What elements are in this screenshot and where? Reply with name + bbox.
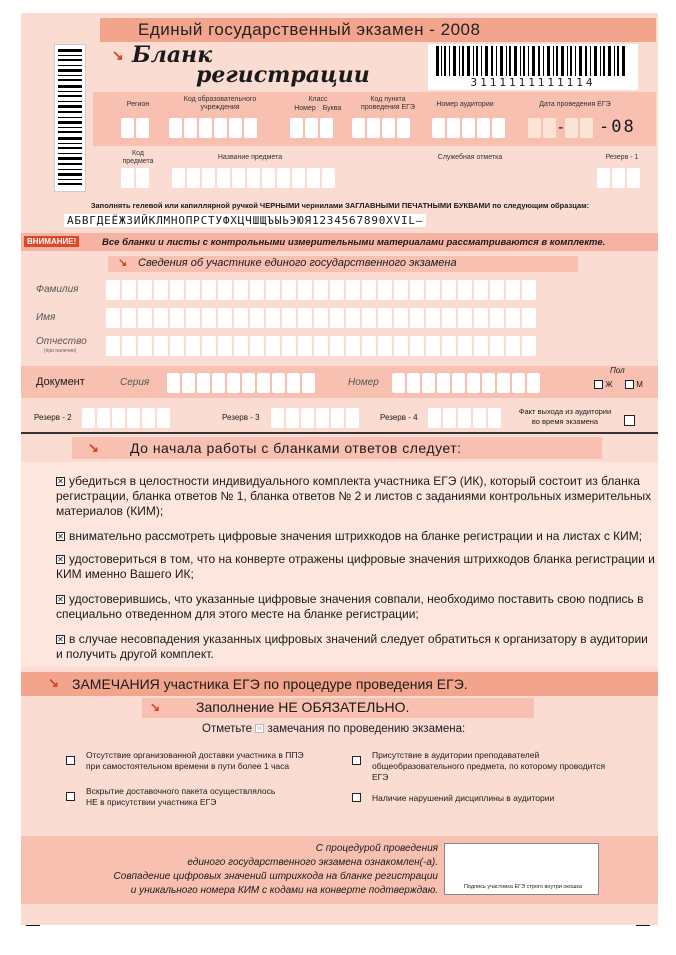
name-cells[interactable] (106, 308, 536, 328)
vertical-barcode (54, 44, 86, 192)
input-cell[interactable] (443, 408, 456, 428)
surname-cells[interactable] (106, 280, 536, 300)
input-cell[interactable] (186, 280, 200, 300)
edu-code-label: Код образовательного учреждения (183, 96, 257, 111)
input-cell[interactable] (234, 336, 248, 356)
input-cell[interactable] (490, 280, 504, 300)
reserve-1-cells[interactable] (597, 168, 640, 188)
male-checkbox[interactable] (625, 380, 634, 389)
input-cell[interactable] (302, 373, 315, 393)
input-cell[interactable] (282, 336, 296, 356)
form-name-line-2: регистрации (196, 62, 370, 88)
before-start-item-5: ✕ в случае несовпадения указанных цифровых значений следует обратиться к организатору в аудитории и получить другой комплект. (56, 632, 648, 661)
input-cell[interactable] (250, 336, 264, 356)
acknowledge-text: С процедурой проведения единого государственного экзамена ознакомлен(-а). Совпадение цифровых значений штрихкода на бланке регистрации и уникального номера КИМ с кодами на конверте подтверждаю. (113, 843, 438, 896)
input-cell[interactable] (506, 308, 520, 328)
input-cell[interactable] (410, 280, 424, 300)
input-cell[interactable] (378, 308, 392, 328)
arrow-icon: ↘ (112, 47, 124, 63)
patronymic-note: (при наличии) (44, 348, 77, 354)
exit-fact-checkbox[interactable] (624, 412, 635, 430)
input-cell[interactable] (186, 336, 200, 356)
checked-box-icon: ✕ (57, 532, 64, 542)
checked-box-icon: ✕ (57, 477, 64, 487)
input-cell[interactable] (442, 336, 456, 356)
input-cell[interactable] (218, 336, 232, 356)
input-cell[interactable] (106, 280, 120, 300)
input-cell[interactable] (458, 280, 472, 300)
reserve-3-cells[interactable] (271, 408, 359, 428)
reserve-3-label: Резерв - 3 (222, 413, 260, 422)
form-name-line-1: Бланк (132, 42, 213, 68)
sex-male[interactable]: М (625, 380, 643, 389)
region-label: Регион (126, 101, 150, 108)
fill-rule-text: Заполнять гелевой или капиллярной ручкой ЧЕРНЫМИ чернилами ЗАГЛАВНЫМИ ПЕЧАТНЫМИ БУКВАМИ по следующим образцам: (90, 201, 590, 210)
arrow-icon: ↘ (48, 675, 59, 690)
input-cell[interactable] (298, 336, 312, 356)
input-cell[interactable] (512, 373, 525, 393)
reserve-2-label: Резерв - 2 (34, 413, 72, 422)
input-cell[interactable] (378, 280, 392, 300)
input-cell[interactable] (257, 373, 270, 393)
input-cell[interactable] (287, 373, 300, 393)
input-cell[interactable] (467, 373, 480, 393)
input-cell[interactable] (212, 373, 225, 393)
input-cell[interactable] (394, 280, 408, 300)
input-cell[interactable] (426, 308, 440, 328)
input-cell[interactable] (346, 280, 360, 300)
class-cells[interactable] (290, 118, 333, 138)
input-cell[interactable] (458, 408, 471, 428)
input-cell[interactable] (122, 308, 136, 328)
input-cell[interactable] (202, 308, 216, 328)
input-cell[interactable] (314, 308, 328, 328)
input-cell[interactable] (242, 373, 255, 393)
input-cell[interactable] (186, 308, 200, 328)
input-cell[interactable] (82, 408, 95, 428)
input-cell[interactable] (272, 373, 285, 393)
input-cell[interactable] (202, 280, 216, 300)
input-cell[interactable] (378, 336, 392, 356)
input-cell[interactable] (266, 336, 280, 356)
before-start-item-4: ✕ удостоверившись, что указанные цифровые значения совпали, необходимо поставить свою подпись в специально отведенном для этого месте на бланке регистрации; (56, 592, 644, 621)
input-cell[interactable] (482, 373, 495, 393)
exam-date-label: Дата проведения ЕГЭ (539, 101, 611, 108)
input-cell[interactable] (426, 336, 440, 356)
input-cell[interactable] (410, 336, 424, 356)
input-cell[interactable] (234, 308, 248, 328)
class-label: Класс (308, 96, 328, 103)
input-cell[interactable] (154, 336, 168, 356)
room-number-cells[interactable] (432, 118, 505, 138)
input-cell[interactable] (298, 308, 312, 328)
checked-box-icon: ✕ (57, 555, 64, 565)
input-cell[interactable] (170, 280, 184, 300)
before-start-item-1: ✕ убедиться в целостности индивидуального комплекта участника ЕГЭ (ИК), который состоит из бланка регистрации, бланка ответов № 1, бланка ответов № 2 и листов с заданиями контрольных измерительных материалов (КИМ); (56, 474, 652, 518)
reserve-2-cells[interactable] (82, 408, 170, 428)
input-cell[interactable] (474, 308, 488, 328)
remarks-title: ЗАМЕЧАНИЯ участника ЕГЭ по процедуре проведения ЕГЭ. (72, 676, 468, 692)
input-cell[interactable] (506, 336, 520, 356)
input-cell[interactable] (522, 280, 536, 300)
input-cell[interactable] (394, 336, 408, 356)
point-code-cells[interactable] (352, 118, 410, 138)
arrow-icon: ↘ (88, 440, 99, 455)
number-cells[interactable] (392, 373, 540, 393)
input-cell[interactable] (314, 336, 328, 356)
series-label: Серия (120, 377, 150, 388)
input-cell[interactable] (250, 280, 264, 300)
exam-date-cells[interactable]: - (528, 118, 593, 138)
document-band (21, 366, 658, 398)
input-cell[interactable] (428, 408, 441, 428)
class-letter-label: Буква (322, 105, 342, 112)
input-cell[interactable] (234, 280, 248, 300)
checked-box-icon: ✕ (57, 635, 64, 645)
subject-code-label: Код предмета (122, 150, 154, 165)
region-cells[interactable] (121, 118, 149, 138)
input-cell[interactable] (266, 308, 280, 328)
input-cell[interactable] (407, 373, 420, 393)
input-cell[interactable] (437, 373, 450, 393)
input-cell[interactable] (490, 336, 504, 356)
input-cell[interactable] (170, 336, 184, 356)
input-cell[interactable] (474, 336, 488, 356)
input-cell[interactable] (346, 336, 360, 356)
before-start-item-2: ✕ внимательно рассмотреть цифровые значения штрихкодов на бланке регистрации и на листах с КИМ; (57, 529, 643, 543)
input-cell[interactable] (490, 308, 504, 328)
input-cell[interactable] (122, 280, 136, 300)
input-cell[interactable] (458, 336, 472, 356)
input-cell[interactable] (154, 308, 168, 328)
female-checkbox[interactable] (594, 380, 603, 389)
input-cell[interactable] (301, 408, 314, 428)
input-cell[interactable] (442, 308, 456, 328)
input-cell[interactable] (271, 408, 284, 428)
input-cell[interactable] (506, 280, 520, 300)
subject-name-label: Название предмета (217, 154, 283, 161)
input-cell[interactable] (458, 308, 472, 328)
checked-box-icon: ✕ (256, 724, 264, 734)
input-cell[interactable] (394, 308, 408, 328)
input-cell[interactable] (122, 336, 136, 356)
input-cell[interactable] (138, 280, 152, 300)
input-cell[interactable] (426, 280, 440, 300)
sex-female[interactable]: Ж (594, 380, 613, 389)
participant-section-title: Сведения об участнике единого государственного экзамена (138, 257, 457, 269)
input-cell[interactable] (106, 308, 120, 328)
input-cell[interactable] (346, 408, 359, 428)
input-cell[interactable] (331, 408, 344, 428)
input-cell[interactable] (170, 308, 184, 328)
sample-characters: АБВГДЕЁЖЗИЙКЛМНОПРСТУФХЦЧШЩЪЫЬЭЮЯ1234567890XVIL– (64, 214, 426, 227)
input-cell[interactable] (218, 308, 232, 328)
horizontal-barcode (428, 44, 638, 90)
arrow-icon: ↘ (118, 257, 128, 269)
input-cell[interactable] (522, 336, 536, 356)
input-cell[interactable] (167, 373, 180, 393)
input-cell[interactable] (182, 373, 195, 393)
input-cell[interactable] (442, 280, 456, 300)
input-cell[interactable] (474, 280, 488, 300)
input-cell[interactable] (106, 336, 120, 356)
input-cell[interactable] (157, 408, 170, 428)
checked-box-icon: ✕ (57, 595, 64, 605)
arrow-icon: ↘ (150, 700, 161, 714)
input-cell[interactable] (298, 280, 312, 300)
mark-instruction: Отметьте ✕ замечания по проведению экзамена: (202, 723, 466, 735)
room-number-label: Номер аудитории (436, 101, 494, 108)
input-cell[interactable] (522, 308, 536, 328)
edu-code-cells[interactable] (169, 118, 257, 138)
input-cell[interactable] (452, 373, 465, 393)
input-cell[interactable] (202, 336, 216, 356)
input-cell[interactable] (330, 280, 344, 300)
barcode-number: 3111111111114 (470, 76, 596, 89)
input-cell[interactable] (282, 308, 296, 328)
signature-caption: Подпись участника ЕГЭ строго внутри окошка (464, 884, 582, 890)
optional-note: Заполнение НЕ ОБЯЗАТЕЛЬНО. (196, 699, 410, 715)
point-code-label: Код пункта проведения ЕГЭ (361, 96, 415, 111)
patronymic-label: Отчество (36, 336, 87, 347)
input-cell[interactable] (112, 408, 125, 428)
sex-label: Пол (610, 366, 625, 375)
input-cell[interactable] (330, 336, 344, 356)
input-cell[interactable] (314, 280, 328, 300)
input-cell[interactable] (227, 373, 240, 393)
exit-fact-label: Факт выхода из аудитории во время экзамена (518, 407, 612, 426)
series-cells[interactable] (167, 373, 315, 393)
page-title: Единый государственный экзамен - 2008 (138, 20, 481, 39)
class-number-label: Номер (294, 105, 316, 112)
input-cell[interactable] (97, 408, 110, 428)
input-cell[interactable] (410, 308, 424, 328)
before-start-item-3: ✕ удостовериться в том, что на конверте отражены цифровые значения штрихкодов бланка регистрации и КИМ именно Вашего ИК; (56, 552, 655, 581)
input-cell[interactable] (330, 308, 344, 328)
exam-date-year: -08 (599, 117, 636, 137)
input-cell[interactable] (497, 373, 510, 393)
input-cell[interactable] (362, 280, 376, 300)
input-cell[interactable] (197, 373, 210, 393)
input-cell[interactable] (392, 373, 405, 393)
input-cell[interactable] (154, 280, 168, 300)
input-cell[interactable] (127, 408, 140, 428)
reserve-1-label: Резерв - 1 (605, 154, 639, 161)
name-label: Имя (36, 312, 56, 323)
subject-name-cells[interactable] (172, 168, 335, 188)
patronymic-cells[interactable] (106, 336, 536, 356)
input-cell[interactable] (142, 408, 155, 428)
surname-label: Фамилия (36, 284, 79, 295)
input-cell[interactable] (266, 280, 280, 300)
reserve-4-cells[interactable] (428, 408, 501, 428)
input-cell[interactable] (488, 408, 501, 428)
number-label: Номер (348, 377, 379, 388)
divider (21, 432, 658, 434)
input-cell[interactable] (218, 280, 232, 300)
input-cell[interactable] (138, 336, 152, 356)
before-start-title: До начала работы с бланками ответов следует: (130, 440, 462, 456)
service-mark-label: Служебная отметка (437, 154, 503, 161)
input-cell[interactable] (282, 280, 296, 300)
input-cell[interactable] (346, 308, 360, 328)
input-cell[interactable] (527, 373, 540, 393)
input-cell[interactable] (250, 308, 264, 328)
input-cell[interactable] (138, 308, 152, 328)
input-cell[interactable] (473, 408, 486, 428)
reserve-4-label: Резерв - 4 (380, 413, 418, 422)
input-cell[interactable] (286, 408, 299, 428)
input-cell[interactable] (422, 373, 435, 393)
input-cell[interactable] (362, 308, 376, 328)
subject-code-cells[interactable] (121, 168, 149, 188)
input-cell[interactable] (362, 336, 376, 356)
warning-text: Все бланки и листы с контрольными измерительными материалами рассматриваются в комплекте. (102, 237, 606, 248)
document-label: Документ (36, 376, 85, 388)
input-cell[interactable] (316, 408, 329, 428)
warning-label: ВНИМАНИЕ! (24, 236, 79, 247)
